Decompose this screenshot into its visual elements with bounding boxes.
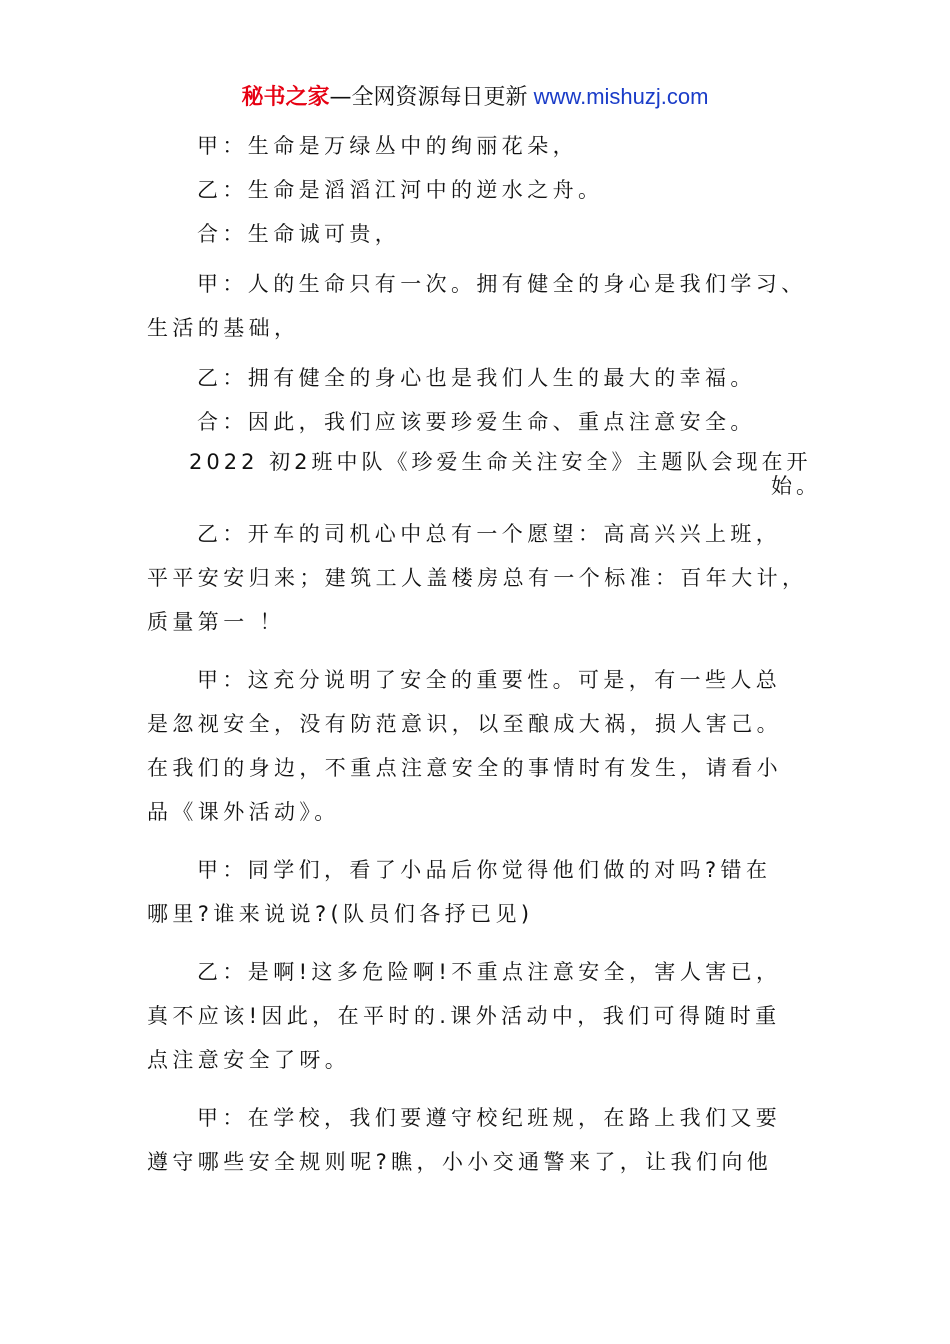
text-line: 甲：生命是万绿丛中的绚丽花朵， xyxy=(197,134,578,158)
text-line: 乙：开车的司机心中总有一个愿望：高高兴兴上班， xyxy=(197,522,782,546)
text-line: 甲：同学们，看了小品后你觉得他们做的对吗?错在 xyxy=(197,858,772,882)
text-line: 平平安安归来；建筑工人盖楼房总有一个标准：百年大计， xyxy=(147,566,808,590)
text-line: 质量第一 ！ xyxy=(147,610,286,634)
meeting-title: 2022 初2班中队《珍爱生命关注安全》主题队会现在开 xyxy=(189,450,812,474)
text-line: 哪里?谁来说说?(队员们各抒已见) xyxy=(147,902,534,926)
text-line: 遵守哪些安全规则呢?瞧，小小交通警来了，让我们向他 xyxy=(147,1150,773,1174)
meeting-title-tail: 始。 xyxy=(771,474,821,498)
text-line: 合：生命诚可贵， xyxy=(197,222,401,246)
text-line: 乙：是啊!这多危险啊!不重点注意安全，害人害已， xyxy=(197,960,782,984)
header-url[interactable]: www.mishuzj.com xyxy=(527,84,709,109)
text-line: 点注意安全了呀。 xyxy=(147,1048,351,1072)
document-body xyxy=(147,124,827,1184)
text-line: 生活的基础， xyxy=(147,316,300,340)
text-line: 甲：这充分说明了安全的重要性。可是，有一些人总 xyxy=(197,668,782,692)
text-line: 真不应该!因此，在平时的.课外活动中，我们可得随时重 xyxy=(147,1004,781,1028)
text-line: 是忽视安全，没有防范意识，以至酿成大祸，损人害己。 xyxy=(147,712,782,736)
text-line: 在我们的身边，不重点注意安全的事情时有发生，请看小 xyxy=(147,756,782,780)
header-tagline: —全网资源每日更新 xyxy=(329,85,528,110)
site-header xyxy=(0,82,950,113)
text-line: 乙：生命是滔滔江河中的逆水之舟。 xyxy=(197,178,604,202)
text-line: 品《课外活动》。 xyxy=(147,800,340,824)
text-line: 乙：拥有健全的身心也是我们人生的最大的幸福。 xyxy=(197,366,756,390)
text-line: 甲：在学校，我们要遵守校纪班规，在路上我们又要 xyxy=(197,1106,782,1130)
text-line: 合：因此，我们应该要珍爱生命、重点注意安全。 xyxy=(197,410,756,434)
text-line: 甲：人的生命只有一次。拥有健全的身心是我们学习、 xyxy=(197,272,807,296)
brand-name: 秘书之家 xyxy=(241,84,330,109)
